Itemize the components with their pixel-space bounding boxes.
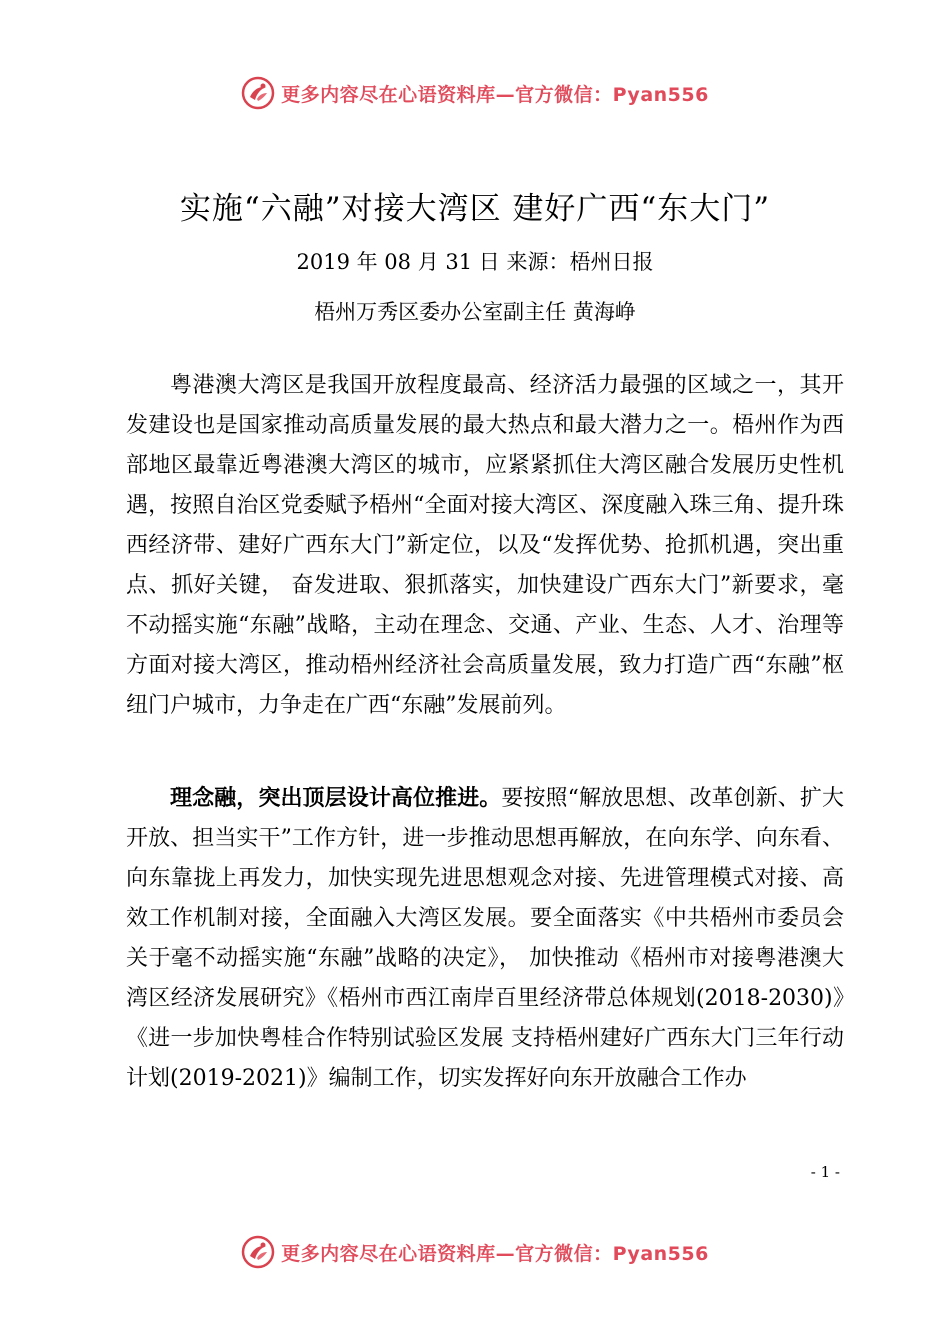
hand-heart-logo-icon [241, 1235, 275, 1269]
paragraph-body: 要按照“解放思想、改革创新、扩大开放、担当实干”工作方针，进一步推动思想再解放，在向东学、向东看、向东靠拢上再发力，加快实现先进思想观念对接、先进管理模式对接、高效工作机制对接，全面融入大湾区发展。要全面落实《中共梧州市委员会关于毫不动摇实施“东融”战略的决定》， 加快推动《梧州市对接粤港澳大湾区经济发展研究》《梧州市西江南岸百里经济带总体规划(2018-2030)》《进一步加快粤桂合作特别试验区发展 支持梧州建好广西东大门三年行动计划(2019-2021)》编制工作，切实发挥好向东开放融合工作办 [126, 786, 844, 1091]
article-title: 实施“六融”对接大湾区 建好广西“东大门” [179, 191, 771, 227]
page-number: - 1 - [810, 1163, 840, 1181]
watermark-footer [0, 1232, 950, 1272]
watermark-text: 更多内容尽在心语资料库—官方微信：Pyan556 [281, 1242, 709, 1265]
hand-heart-logo-icon [241, 76, 275, 110]
paragraph-concept-integration [126, 779, 844, 1099]
watermark-text: 更多内容尽在心语资料库—官方微信：Pyan556 [281, 83, 709, 106]
article-author: 梧州万秀区委办公室副主任 黄海峥 [314, 300, 636, 324]
article-date-source: 2019 年 08 月 31 日 来源：梧州日报 [296, 250, 654, 274]
paragraph-intro: 粤港澳大湾区是我国开放程度最高、经济活力最强的区域之一，其开发建设也是国家推动高质量发展的最大热点和最大潜力之一。梧州作为西部地区最靠近粤港澳大湾区的城市，应紧紧抓住大湾区融合发展历史性机遇，按照自治区党委赋予梧州“全面对接大湾区、深度融入珠三角、提升珠西经济带、建好广西东大门”新定位，以及“发挥优势、抢抓机遇，突出重点、抓好关键， 奋发进取、狠抓落实，加快建设广西东大门”新要求，毫不动摇实施“东融”战略，主动在理念、交通、产业、生态、人才、治理等方面对接大湾区，推动梧州经济社会高质量发展，致力打造广西“东融”枢纽门户城市，力争走在广西“东融”发展前列。 [126, 373, 844, 718]
watermark-header [0, 73, 950, 113]
paragraph-lead-heading: 理念融，突出顶层设计高位推进。 [170, 786, 502, 811]
